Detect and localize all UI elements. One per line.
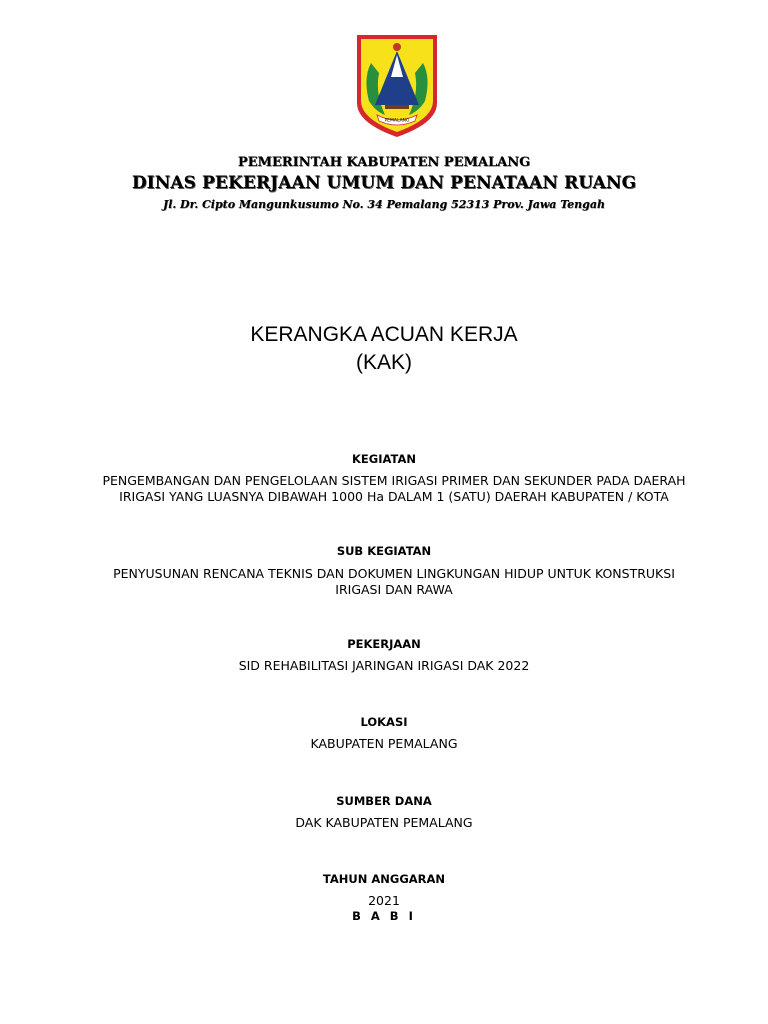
chapter-heading: B A B I [352,909,416,923]
pekerjaan-label: PEKERJAAN [347,637,421,651]
government-name: PEMERINTAH KABUPATEN PEMALANG [237,155,531,170]
sumber-dana-label: SUMBER DANA [336,794,432,808]
lokasi-label: LOKASI [360,715,408,729]
pemalang-emblem-icon [355,33,439,139]
document-title: KERANGKA ACUAN KERJA [250,323,518,346]
office-address: Jl. Dr. Cipto Mangunkusumo No. 34 Pemalang 52313 Prov. Jawa Tengah [162,198,605,211]
sumber-dana-value: DAK KABUPATEN PEMALANG [295,815,473,830]
document-subtitle: (KAK) [355,351,412,374]
tahun-anggaran-value: 2021 [368,893,400,908]
emblem-caption: PEMALANG [384,118,410,124]
kegiatan-value: PENGEMBANGAN DAN PENGELOLAAN SISTEM IRIGASI PRIMER DAN SEKUNDER PADA DAERAH IRIGASI YANG LUASNYA DIBAWAH 1000 Ha DALAM 1 (SATU) DAERAH KABUPATEN / KOTA [102,473,686,504]
sub-kegiatan-label: SUB KEGIATAN [336,544,432,558]
department-name: DINAS PEKERJAAN UMUM DAN PENATAAN RUANG [131,173,637,193]
pekerjaan-value: SID REHABILITASI JARINGAN IRIGASI DAK 2022 [238,658,530,673]
sub-kegiatan-value: PENYUSUNAN RENCANA TEKNIS DAN DOKUMEN LINGKUNGAN HIDUP UNTUK KONSTRUKSI IRIGASI DAN RAWA [113,566,675,597]
tahun-anggaran-label: TAHUN ANGGARAN [322,872,446,886]
kegiatan-label: KEGIATAN [352,452,416,466]
lokasi-value: KABUPATEN PEMALANG [310,736,458,751]
